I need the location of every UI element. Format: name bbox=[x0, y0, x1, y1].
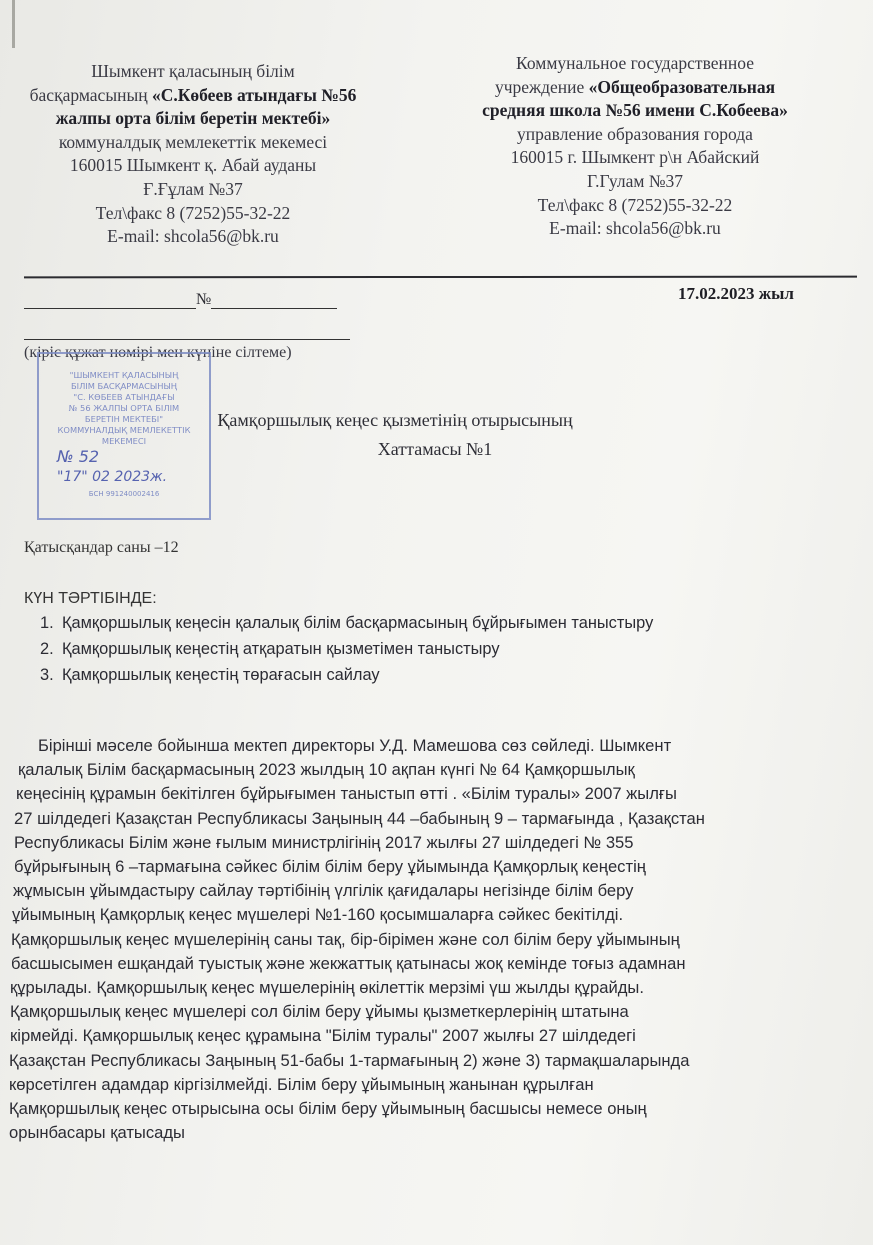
agenda-item-text: Қамқоршылық кеңестің төрағасын сайлау bbox=[62, 666, 380, 684]
body-line: Қазақстан Республикасы Заңының 51-бабы 1-тармағының 2) және 3) тармақшаларында bbox=[9, 1050, 690, 1070]
header-left-line2-prefix: басқармасының bbox=[29, 84, 152, 105]
stamp-registration-number: № 52 bbox=[57, 447, 100, 466]
header-left-line: Шымкент қаласының білім bbox=[91, 61, 295, 81]
stamp-text-line: "С. КӨБЕЕВ АТЫНДАҒЫ bbox=[73, 392, 175, 402]
agenda-item-text: Қамқоршылық кеңестің атқаратын қызметімен таныстыру bbox=[62, 640, 500, 658]
body-line: құрылады. Қамқоршылық кеңес мүшелерінің өкілеттік мерзімі үш жылды құрайды. bbox=[10, 978, 644, 998]
body-line: ұйымының Қамқорлық кеңес мүшелері №1-160 қосымшаларға сәйкес бекітілді. bbox=[12, 905, 624, 925]
body-line: Қамқоршылық кеңес мүшелері сол білім беру ұйымы қызметкерлерінің штатына bbox=[10, 1002, 629, 1022]
stamp-text-line: "ШЫМКЕНТ ҚАЛАСЫНЫҢ bbox=[69, 370, 179, 380]
header-right-school-name-2: средняя школа №56 имени С.Кобеева» bbox=[482, 100, 788, 121]
header-left-line: 160015 Шымкент қ. Абай ауданы bbox=[69, 155, 317, 176]
body-line: бұйрығының 6 –тармағына сәйкес білім білім беру ұйымында Қамқорлық кеңестің bbox=[14, 857, 646, 877]
header-left-kazakh bbox=[6, 60, 380, 249]
header-left-line bbox=[6, 84, 380, 108]
header-left-email: E-mail: shcola56@bk.ru bbox=[107, 226, 279, 247]
header-right-email: E-mail: shcola56@bk.ru bbox=[549, 218, 721, 239]
agenda-item-text: Қамқоршылық кеңесін қалалық білім басқармасының бұйрығымен таныстыру bbox=[62, 614, 654, 632]
header-right-school-name: «Общеобразовательная bbox=[588, 76, 776, 97]
body-line: Бірінші мәселе бойынша мектеп директоры У.Д. Мамешова сөз сөйледі. Шымкент bbox=[38, 736, 672, 755]
header-right-line: Коммунальное государственное bbox=[516, 53, 754, 73]
registration-stamp bbox=[37, 352, 211, 520]
header-left-line: Тел\факс 8 (7252)55-32-22 bbox=[95, 202, 291, 223]
header-left-line: коммуналдық мемлекеттік мекемесі bbox=[58, 131, 328, 152]
protocol-title: Қамқоршылық кеңес қызметінің отырысының bbox=[217, 410, 573, 430]
agenda-item bbox=[40, 636, 653, 662]
header-right-line: Тел\факс 8 (7252)55-32-22 bbox=[537, 194, 733, 215]
body-line: басшысымен ешқандай туыстық және жекжаттық қатынасы жоқ кемінде тоғыз адамнан bbox=[11, 953, 686, 973]
header-left-school-name-2: жалпы орта білім беретін мектебі» bbox=[55, 108, 331, 129]
incoming-blank-line bbox=[24, 339, 350, 340]
agenda-list bbox=[40, 610, 653, 688]
stamp-text-line: КОММУНАЛДЫҚ МЕМЛЕКЕТТІК bbox=[57, 425, 191, 435]
stamp-text-line: БЕРЕТІН МЕКТЕБІ" bbox=[84, 414, 164, 424]
agenda-item-number: 2. bbox=[40, 640, 54, 658]
body-line: Қамқоршылық кеңес мүшелерінің саны тақ, бір-бірімен және сол білім беру ұйымының bbox=[11, 929, 680, 949]
header-right-line: Г.Гулам №37 bbox=[586, 170, 684, 191]
outgoing-number-field bbox=[24, 290, 337, 309]
stamp-text-line: № 56 ЖАЛПЫ ОРТА БІЛІМ bbox=[68, 403, 180, 413]
header-divider-line bbox=[24, 276, 857, 279]
header-right-line bbox=[432, 76, 838, 100]
stamp-bin: БСН 991240002416 bbox=[88, 490, 160, 498]
body-line: Қамқоршылық кеңес отырысына осы білім беру ұйымының басшысы немесе оның bbox=[9, 1099, 647, 1119]
protocol-number: Хаттамасы №1 bbox=[377, 439, 493, 459]
agenda-item-number: 1. bbox=[40, 614, 54, 632]
header-right-line bbox=[432, 99, 838, 123]
body-line: қалалық Білім басқармасының 2023 жылдың 10 ақпан күнгі № 64 Қамқоршылық bbox=[18, 760, 635, 780]
body-line: 27 шілдедегі Қазақстан Республикасы Заңының 44 –бабының 9 – тармағында , Қазақстан bbox=[14, 808, 705, 828]
participants-count: Қатысқандар саны –12 bbox=[24, 539, 179, 556]
body-line: Республикасы Білім және ғылым министрлігінің 2017 жылғы 27 шілдедегі № 355 bbox=[14, 832, 634, 852]
body-line: орынбасары қатысады bbox=[9, 1123, 185, 1143]
page-edge-mark bbox=[12, 0, 15, 48]
incoming-reference-note: (кіріс құжат нөмірі мен күніне сілтеме) bbox=[24, 344, 292, 361]
body-line: көрсетілген адамдар кіргізілмейді. Білім беру ұйымының жанынан құрылған bbox=[9, 1074, 594, 1094]
outgoing-blank-right bbox=[211, 290, 337, 309]
header-right-line2-prefix: учреждение bbox=[494, 76, 589, 97]
header-left-school-name: «С.Көбеев атындағы №56 bbox=[151, 84, 357, 105]
agenda-item-number: 3. bbox=[40, 666, 54, 684]
agenda-item bbox=[40, 662, 653, 688]
document-date: 17.02.2023 жыл bbox=[678, 284, 794, 303]
header-left-line bbox=[6, 107, 380, 131]
outgoing-number-sign: № bbox=[196, 291, 212, 308]
body-line: кеңесінің құрамын бекітілген бұйрығымен таныстып өтті . «Білім туралы» 2007 жылғы bbox=[16, 784, 677, 804]
header-right-russian bbox=[432, 52, 838, 241]
body-line: кірмейді. Қамқоршылық кеңес құрамына "Білім туралы" 2007 жылғы 27 шілдедегі bbox=[10, 1026, 636, 1046]
header-right-line: управление образования города bbox=[517, 123, 753, 144]
header-right-line: 160015 г. Шымкент р\н Абайский bbox=[510, 147, 760, 168]
agenda-heading: КҮН ТӘРТІБІНДЕ: bbox=[24, 590, 157, 607]
outgoing-blank-left bbox=[24, 290, 196, 309]
stamp-registration-date: "17" 02 2023ж. bbox=[57, 469, 168, 485]
body-line: жұмысын ұйымдастыру сайлау тәртібінің үлгілік қағидалары негізінде білім беру bbox=[13, 881, 634, 901]
protocol-body bbox=[0, 734, 705, 1145]
agenda-item bbox=[40, 610, 653, 636]
header-left-line: Ғ.Ғұлам №37 bbox=[143, 178, 243, 199]
stamp-text-line: БІЛІМ БАСҚАРМАСЫНЫҢ bbox=[70, 381, 178, 391]
stamp-text-line: МЕКЕМЕСІ bbox=[101, 436, 147, 446]
